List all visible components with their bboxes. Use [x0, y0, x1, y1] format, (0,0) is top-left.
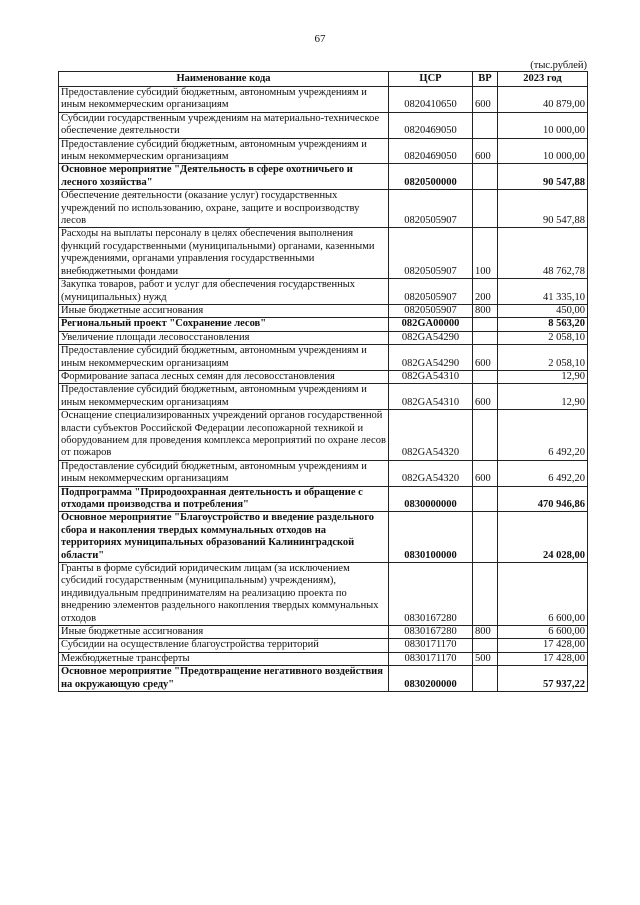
table-header-row: [59, 72, 588, 87]
cell-vr: [473, 410, 498, 461]
cell-vr: [473, 331, 498, 344]
cell-name: Основное мероприятие "Благоустройство и введение раздельного сбора и накопления твердых коммунальных отходов на территориях муниципальных образований Калининградской области": [59, 512, 389, 563]
cell-csr: 0820410650: [389, 87, 473, 113]
table-row: [59, 563, 588, 626]
cell-vr: [473, 563, 498, 626]
cell-csr: 0820500000: [389, 164, 473, 190]
cell-csr: 082GA54310: [389, 370, 473, 383]
table-row: [59, 370, 588, 383]
table-row: [59, 190, 588, 228]
cell-csr: 082GA54290: [389, 331, 473, 344]
table-row: [59, 112, 588, 138]
cell-csr: 0820505907: [389, 190, 473, 228]
cell-sum: 450,00: [498, 304, 588, 317]
table-row: [59, 666, 588, 692]
table-row: [59, 279, 588, 305]
table-row: [59, 652, 588, 665]
cell-name: Расходы на выплаты персоналу в целях обеспечения выполнения функций государственными (муниципальными) органами, казенными учреждениями, органами управления государственными внебюджетными фондами: [59, 228, 389, 279]
cell-sum: 10 000,00: [498, 112, 588, 138]
cell-vr: 100: [473, 228, 498, 279]
cell-name: Иные бюджетные ассигнования: [59, 304, 389, 317]
cell-csr: 0830171170: [389, 652, 473, 665]
cell-sum: 48 762,78: [498, 228, 588, 279]
cell-vr: [473, 164, 498, 190]
cell-vr: 600: [473, 87, 498, 113]
cell-name: Субсидии на осуществление благоустройства территорий: [59, 639, 389, 652]
cell-name: Предоставление субсидий бюджетным, автономным учреждениям и иным некоммерческим организациям: [59, 345, 389, 371]
cell-vr: [473, 370, 498, 383]
cell-csr: 0820505907: [389, 304, 473, 317]
cell-vr: [473, 112, 498, 138]
cell-vr: 500: [473, 652, 498, 665]
cell-name: Обеспечение деятельности (оказание услуг) государственных учреждений по использованию, охране, защите и воспроизводству лесов: [59, 190, 389, 228]
table-row: [59, 639, 588, 652]
cell-sum: 6 600,00: [498, 563, 588, 626]
cell-sum: 24 028,00: [498, 512, 588, 563]
cell-sum: 12,90: [498, 384, 588, 410]
cell-sum: 90 547,88: [498, 190, 588, 228]
cell-csr: 082GA54310: [389, 384, 473, 410]
cell-csr: 0830171170: [389, 639, 473, 652]
cell-name: Межбюджетные трансферты: [59, 652, 389, 665]
header-csr: ЦСР: [389, 72, 473, 87]
cell-name: Предоставление субсидий бюджетным, автономным учреждениям и иным некоммерческим организациям: [59, 460, 389, 486]
cell-csr: 082GA54290: [389, 345, 473, 371]
cell-vr: 600: [473, 384, 498, 410]
table-row: [59, 410, 588, 461]
header-name: Наименование кода: [59, 72, 389, 87]
cell-name: Основное мероприятие "Предотвращение негативного воздействия на окружающую среду": [59, 666, 389, 692]
cell-sum: 6 600,00: [498, 626, 588, 639]
cell-sum: 10 000,00: [498, 138, 588, 164]
cell-vr: [473, 666, 498, 692]
cell-sum: 57 937,22: [498, 666, 588, 692]
table-body: [59, 87, 588, 692]
cell-csr: 0820505907: [389, 228, 473, 279]
cell-csr: 0830200000: [389, 666, 473, 692]
cell-sum: 6 492,20: [498, 410, 588, 461]
cell-csr: 0820469050: [389, 138, 473, 164]
cell-vr: [473, 486, 498, 512]
table-row: [59, 626, 588, 639]
cell-vr: [473, 512, 498, 563]
cell-csr: 0820505907: [389, 279, 473, 305]
cell-csr: 0830100000: [389, 512, 473, 563]
cell-sum: 90 547,88: [498, 164, 588, 190]
table-row: [59, 345, 588, 371]
cell-sum: 8 563,20: [498, 318, 588, 331]
cell-name: Субсидии государственным учреждениям на материально-техническое обеспечение деятельности: [59, 112, 389, 138]
units-label: (тыс.рублей): [530, 60, 587, 71]
table-row: [59, 318, 588, 331]
cell-sum: 17 428,00: [498, 639, 588, 652]
cell-csr: 082GA00000: [389, 318, 473, 331]
cell-sum: 2 058,10: [498, 331, 588, 344]
table-row: [59, 87, 588, 113]
table-row: [59, 331, 588, 344]
cell-vr: [473, 190, 498, 228]
table-row: [59, 486, 588, 512]
header-sum: 2023 год: [498, 72, 588, 87]
cell-vr: 600: [473, 460, 498, 486]
cell-sum: 2 058,10: [498, 345, 588, 371]
cell-vr: 800: [473, 304, 498, 317]
cell-name: Оснащение специализированных учреждений органов государственной власти субъектов Российской Федерации лесопожарной техникой и оборудованием для проведения комплекса мероприятий по охране лесов от пожаров: [59, 410, 389, 461]
cell-name: Иные бюджетные ассигнования: [59, 626, 389, 639]
cell-csr: 0830167280: [389, 563, 473, 626]
cell-name: Предоставление субсидий бюджетным, автономным учреждениям и иным некоммерческим организациям: [59, 384, 389, 410]
cell-csr: 0830000000: [389, 486, 473, 512]
cell-csr: 082GA54320: [389, 460, 473, 486]
table-row: [59, 164, 588, 190]
page-number: 67: [314, 33, 326, 45]
cell-name: Предоставление субсидий бюджетным, автономным учреждениям и иным некоммерческим организациям: [59, 87, 389, 113]
cell-sum: 470 946,86: [498, 486, 588, 512]
table-row: [59, 460, 588, 486]
cell-sum: 40 879,00: [498, 87, 588, 113]
cell-name: Увеличение площади лесовосстановления: [59, 331, 389, 344]
table-row: [59, 512, 588, 563]
cell-sum: 6 492,20: [498, 460, 588, 486]
table-row: [59, 228, 588, 279]
cell-name: Закупка товаров, работ и услуг для обеспечения государственных (муниципальных) нужд: [59, 279, 389, 305]
header-vr: ВР: [473, 72, 498, 87]
cell-vr: 200: [473, 279, 498, 305]
cell-vr: 600: [473, 138, 498, 164]
cell-sum: 12,90: [498, 370, 588, 383]
cell-vr: 600: [473, 345, 498, 371]
cell-name: Предоставление субсидий бюджетным, автономным учреждениям и иным некоммерческим организациям: [59, 138, 389, 164]
table-row: [59, 384, 588, 410]
cell-csr: 0830167280: [389, 626, 473, 639]
cell-vr: 800: [473, 626, 498, 639]
cell-sum: 41 335,10: [498, 279, 588, 305]
table-row: [59, 304, 588, 317]
budget-table: [58, 71, 588, 692]
cell-name: Формирование запаса лесных семян для лесовосстановления: [59, 370, 389, 383]
cell-vr: [473, 639, 498, 652]
cell-name: Гранты в форме субсидий юридическим лицам (за исключением субсидий государственным (муниципальным) учреждениям), индивидуальным предпринимателям на реализацию проекта по внедрению элементов раздельного накопления твердых коммунальных отходов: [59, 563, 389, 626]
cell-vr: [473, 318, 498, 331]
cell-csr: 082GA54320: [389, 410, 473, 461]
table-row: [59, 138, 588, 164]
cell-sum: 17 428,00: [498, 652, 588, 665]
cell-name: Основное мероприятие "Деятельность в сфере охотничьего и лесного хозяйства": [59, 164, 389, 190]
cell-csr: 0820469050: [389, 112, 473, 138]
cell-name: Региональный проект "Сохранение лесов": [59, 318, 389, 331]
cell-name: Подпрограмма "Природоохранная деятельность и обращение с отходами производства и потребления": [59, 486, 389, 512]
